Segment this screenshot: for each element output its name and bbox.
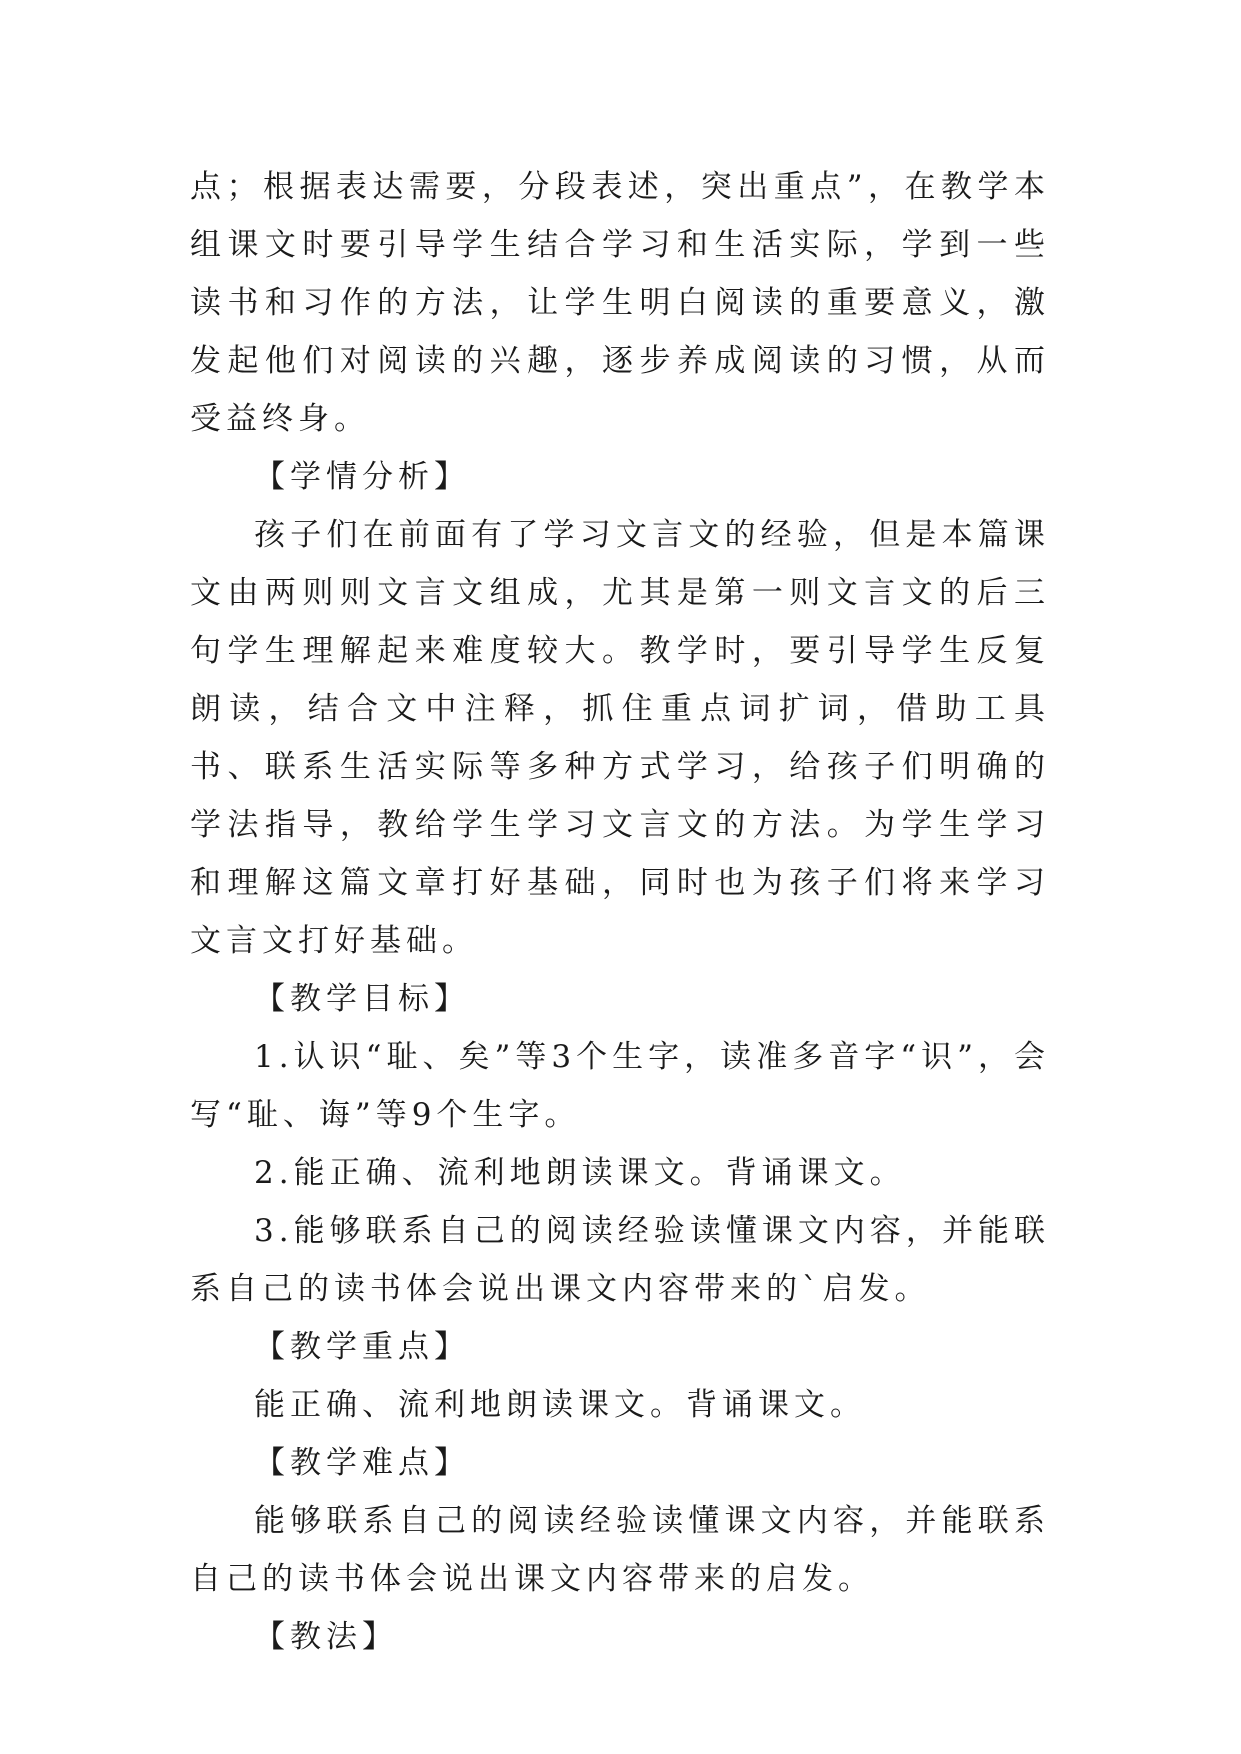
student-analysis-paragraph: 孩子们在前面有了学习文言文的经验，但是本篇课文由两则则文言文组成，尤其是第一则文言文的后三句学生理解起来难度较大。教学时，要引导学生反复朗读，结合文中注释，抓住重点词扩词，借助工具书、联系生活实际等多种方式学习，给孩子们明确的学法指导，教给学生学习文言文的方法。为学生学习和理解这篇文章打好基础，同时也为孩子们将来学习文言文打好基础。 bbox=[190, 517, 1050, 959]
difficulties-heading: 【教学难点】 bbox=[254, 1445, 470, 1481]
objective-item-1: 1.认识“耻、矣”等3个生字，读准多音字“识”，会写“耻、诲”等9个生字。 bbox=[190, 1039, 1050, 1133]
key-points-heading: 【教学重点】 bbox=[254, 1329, 470, 1365]
teaching-objectives-heading: 【教学目标】 bbox=[254, 981, 470, 1017]
teaching-methods-heading: 【教法】 bbox=[254, 1619, 398, 1655]
objective-item-2: 2.能正确、流利地朗读课文。背诵课文。 bbox=[254, 1155, 906, 1191]
objective-item-3: 3.能够联系自己的阅读经验读懂课文内容，并能联系自己的读书体会说出课文内容带来的`启发。 bbox=[190, 1213, 1050, 1307]
key-points-paragraph: 能正确、流利地朗读课文。背诵课文。 bbox=[254, 1387, 866, 1423]
difficulties-paragraph: 能够联系自己的阅读经验读懂课文内容，并能联系自己的读书体会说出课文内容带来的启发。 bbox=[190, 1503, 1050, 1597]
intro-continuation-paragraph: 点；根据表达需要，分段表述，突出重点”，在教学本组课文时要引导学生结合学习和生活实际，学到一些读书和习作的方法，让学生明白阅读的重要意义，激发起他们对阅读的兴趣，逐步养成阅读的习惯，从而受益终身。 bbox=[190, 169, 1050, 437]
student-analysis-heading: 【学情分析】 bbox=[254, 459, 470, 495]
document-body bbox=[190, 158, 1050, 1666]
